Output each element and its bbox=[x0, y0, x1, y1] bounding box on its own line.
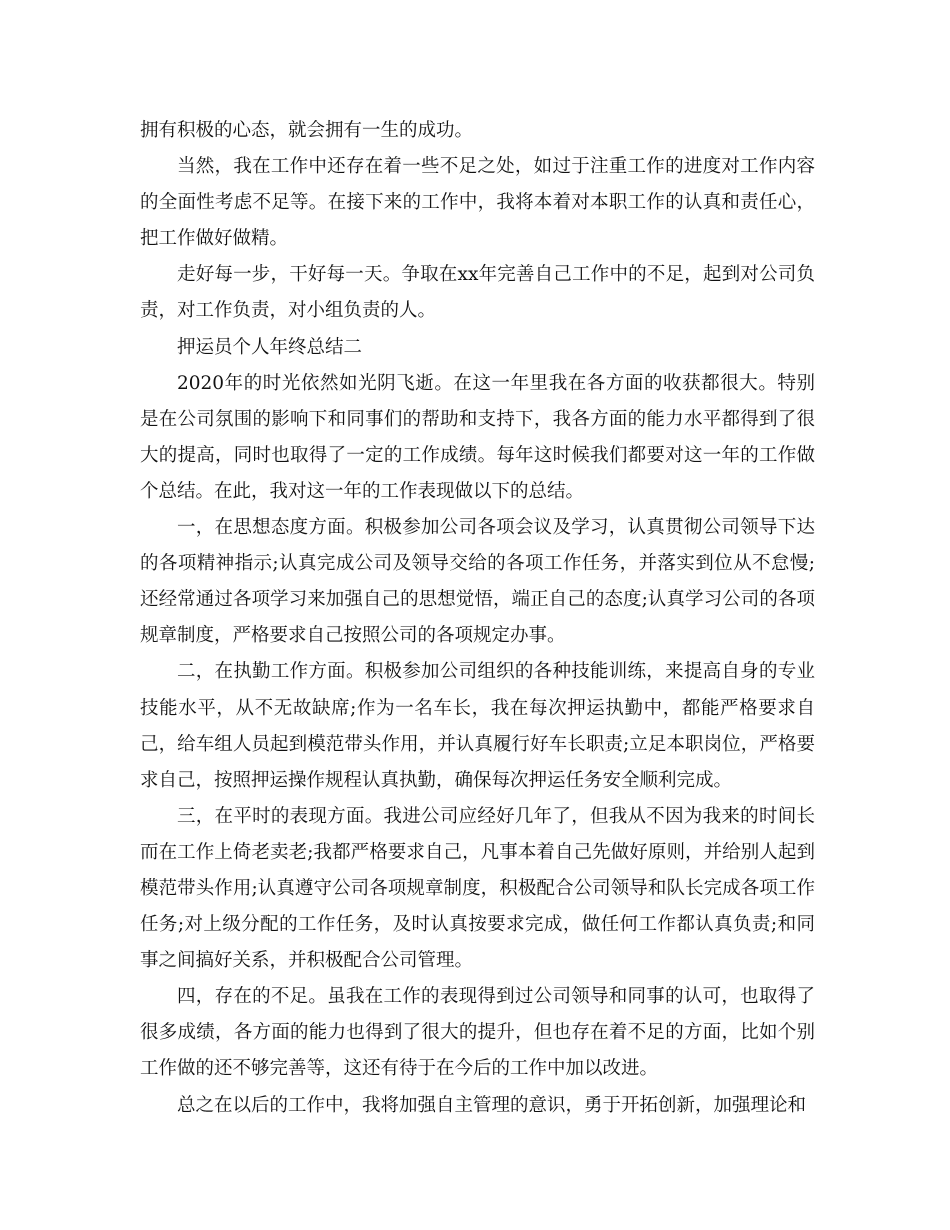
paragraph-intro: 2020年的时光依然如光阴飞逝。在这一年里我在各方面的收获都很大。特别是在公司氛围的影响下和同事们的帮助和支持下，我各方面的能力水平都得到了很大的提高，同时也取得了一定的工作成绩。每年这时候我们都要对这一年的工作做个总结。在此，我对这一年的工作表现做以下的总结。 bbox=[140, 372, 815, 502]
paragraph-conduct: 三，在平时的表现方面。我进公司应经好几年了，但我从不因为我来的时间长而在工作上倚老卖老;我都严格要求自己，凡事本着自己先做好原则，并给别人起到模范带头作用;认真遵守公司各项规章制度，积极配合公司领导和队长完成各项工作任务;对上级分配的工作任务，及时认真按要求完成，做任何工作都认真负责;和同事之间搞好关系，并积极配合公司管理。 bbox=[140, 805, 815, 972]
document-body bbox=[140, 113, 815, 1124]
paragraph-resolution: 走好每一步，干好每一天。争取在xx年完善自己工作中的不足，起到对公司负责，对工作负责，对小组负责的人。 bbox=[140, 264, 815, 322]
paragraph-duty: 二，在执勤工作方面。积极参加公司组织的各种技能训练，来提高自身的专业技能水平，从不无故缺席;作为一名车长，我在每次押运执勤中，都能严格要求自己，给车组人员起到模范带头作用，并认真履行好车长职责;立足本职岗位，严格要求自己，按照押运操作规程认真执勤，确保每次押运任务安全顺利完成。 bbox=[140, 661, 815, 791]
section-heading: 押运员个人年终总结二 bbox=[177, 336, 363, 358]
paragraph-attitude: 一，在思想态度方面。积极参加公司各项会议及学习，认真贯彻公司领导下达的各项精神指示;认真完成公司及领导交给的各项工作任务，并落实到位从不怠慢;还经常通过各项学习来加强自己的思想觉悟，端正自己的态度;认真学习公司的各项规章制度，严格要求自己按照公司的各项规定办事。 bbox=[140, 517, 815, 647]
paragraph-closing-line: 拥有积极的心态，就会拥有一生的成功。 bbox=[140, 120, 474, 141]
paragraph-deficiencies: 四，存在的不足。虽我在工作的表现得到过公司领导和同事的认可，也取得了很多成绩，各方面的能力也得到了很大的提升，但也存在着不足的方面，比如个别工作做的还不够完善等，这还有待于在今后的工作中加以改进。 bbox=[140, 986, 815, 1080]
paragraph-conclusion: 总之在以后的工作中，我将加强自主管理的意识，勇于开拓创新，加强理论和 bbox=[177, 1094, 807, 1116]
paragraph-shortcomings: 当然，我在工作中还存在着一些不足之处，如过于注重工作的进度对工作内容的全面性考虑不足等。在接下来的工作中，我将本着对本职工作的认真和责任心，把工作做好做精。 bbox=[140, 156, 815, 250]
